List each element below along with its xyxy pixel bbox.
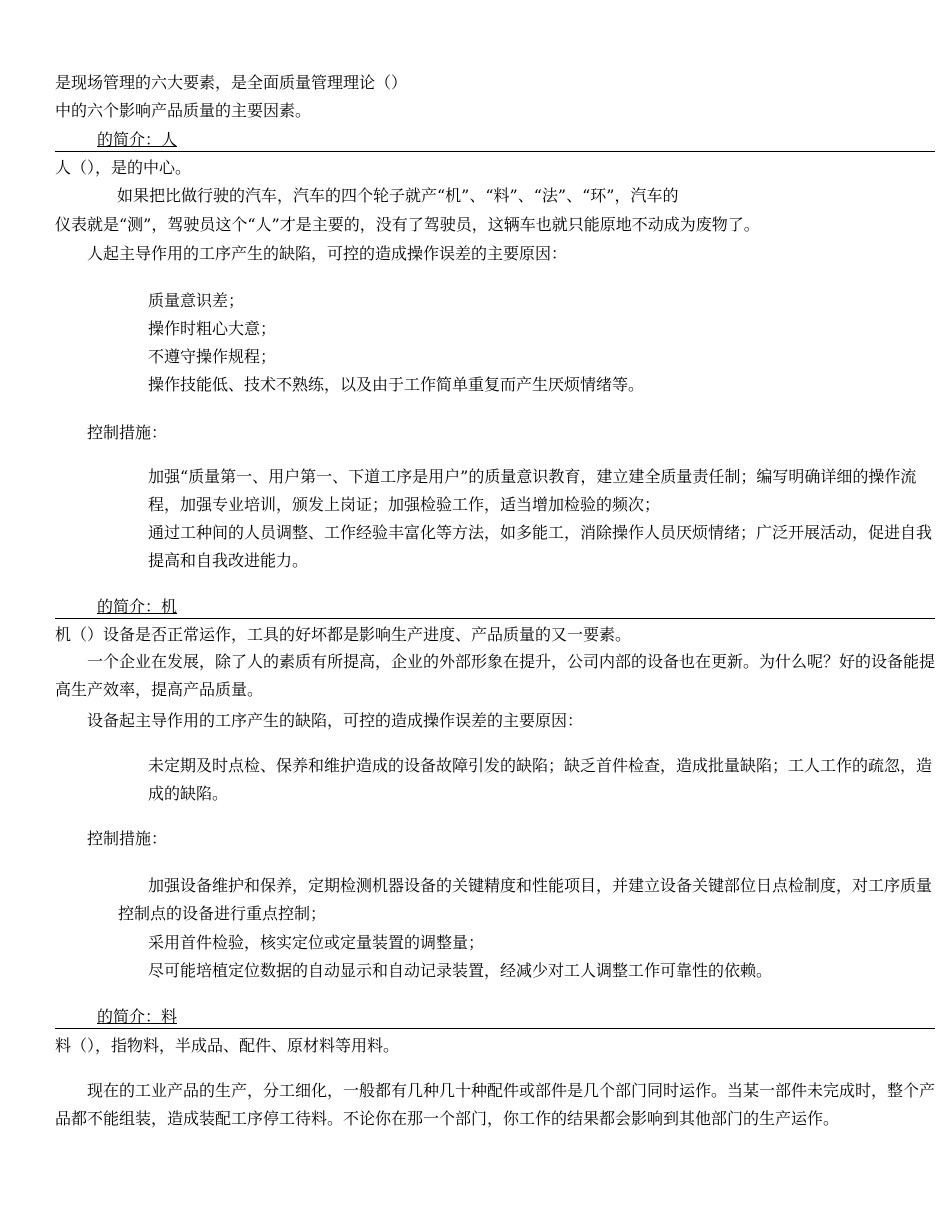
- ren-control-label: 控制措施：: [87, 423, 168, 442]
- section-divider-ren: [55, 151, 935, 152]
- intro-line-2: 中的六个影响产品质量的主要因素。: [55, 101, 312, 120]
- liao-lead: 料（），指物料，半成品、配件、原材料等用料。: [55, 1036, 400, 1055]
- ren-measure-1: 加强“质量第一、用户第一、下道工序是用户”的质量意识教育，建立建全质量责任制；编写明确详细的操作流程，加强专业培训，颁发上岗证；加强检验工作，适当增加检验的频次；: [148, 467, 917, 514]
- ren-paragraph-1a: 如果把比做行驶的汽车，汽车的四个轮子就产“机”、“料”、“法”、“环”，汽车的: [117, 186, 679, 205]
- ren-paragraph-1b: 仪表就是“测”，驾驶员这个“人”才是主要的，没有了驾驶员，这辆车也就只能原地不动成为废物了。: [55, 215, 760, 234]
- section-heading-ren: 的简介：人: [97, 130, 178, 149]
- ren-cause-2: 操作时粗心大意；: [148, 319, 277, 338]
- ji-lead: 机（）设备是否正常运作，工具的好坏都是影响生产进度、产品质量的又一要素。: [55, 625, 632, 644]
- intro-line-1: 是现场管理的六大要素，是全面质量管理理论（）: [55, 73, 408, 92]
- ji-measure-3: 尽可能培植定位数据的自动显示和自动记录装置，经减少对工人调整工作可靠性的依赖。: [148, 961, 773, 980]
- section-heading-liao: 的简介：料: [97, 1007, 178, 1026]
- ji-control-label: 控制措施：: [87, 829, 168, 848]
- ji-cause-1: 未定期及时点检、保养和维护造成的设备故障引发的缺陷；缺乏首件检查，造成批量缺陷；工人工作的疏忽，造成的缺陷。: [148, 756, 933, 803]
- ren-cause-3: 不遵守操作规程；: [148, 347, 277, 366]
- ji-paragraph-1: 一个企业在发展，除了人的素质有所提高，企业的外部形象在提升，公司内部的设备也在更新。为什么呢？好的设备能提高生产效率，提高产品质量。: [55, 652, 936, 699]
- ren-cause-4: 操作技能低、技术不熟练，以及由于工作简单重复而产生厌烦情绪等。: [148, 375, 645, 394]
- section-heading-ji: 的简介：机: [97, 597, 178, 616]
- ren-cause-intro: 人起主导作用的工序产生的缺陷，可控的造成操作误差的主要原因：: [87, 244, 568, 263]
- ji-measure-2: 采用首件检验，核实定位或定量装置的调整量；: [148, 933, 485, 952]
- liao-paragraph-1: 现在的工业产品的生产，分工细化，一般都有几种几十种配件或部件是几个部门同时运作。当某一部件未完成时，整个产品都不能组装，造成装配工序停工待料。不论你在那一个部门，你工作的结果都会影响到其他部门的生产运作。: [55, 1081, 936, 1128]
- section-divider-liao: [55, 1028, 935, 1029]
- ren-cause-1: 质量意识差；: [148, 291, 245, 310]
- ji-cause-intro: 设备起主导作用的工序产生的缺陷，可控的造成操作误差的主要原因：: [87, 711, 584, 730]
- ren-lead: 人（），是的中心。: [55, 158, 192, 177]
- section-divider-ji: [55, 618, 935, 619]
- ren-measure-2: 通过工种间的人员调整、工作经验丰富化等方法，如多能工，消除操作人员厌烦情绪；广泛开展活动，促进自我提高和自我改进能力。: [148, 523, 933, 570]
- ji-measure-1: 加强设备维护和保养，定期检测机器设备的关键精度和性能项目，并建立设备关键部位日点检制度，对工序质量控制点的设备进行重点控制；: [118, 876, 933, 923]
